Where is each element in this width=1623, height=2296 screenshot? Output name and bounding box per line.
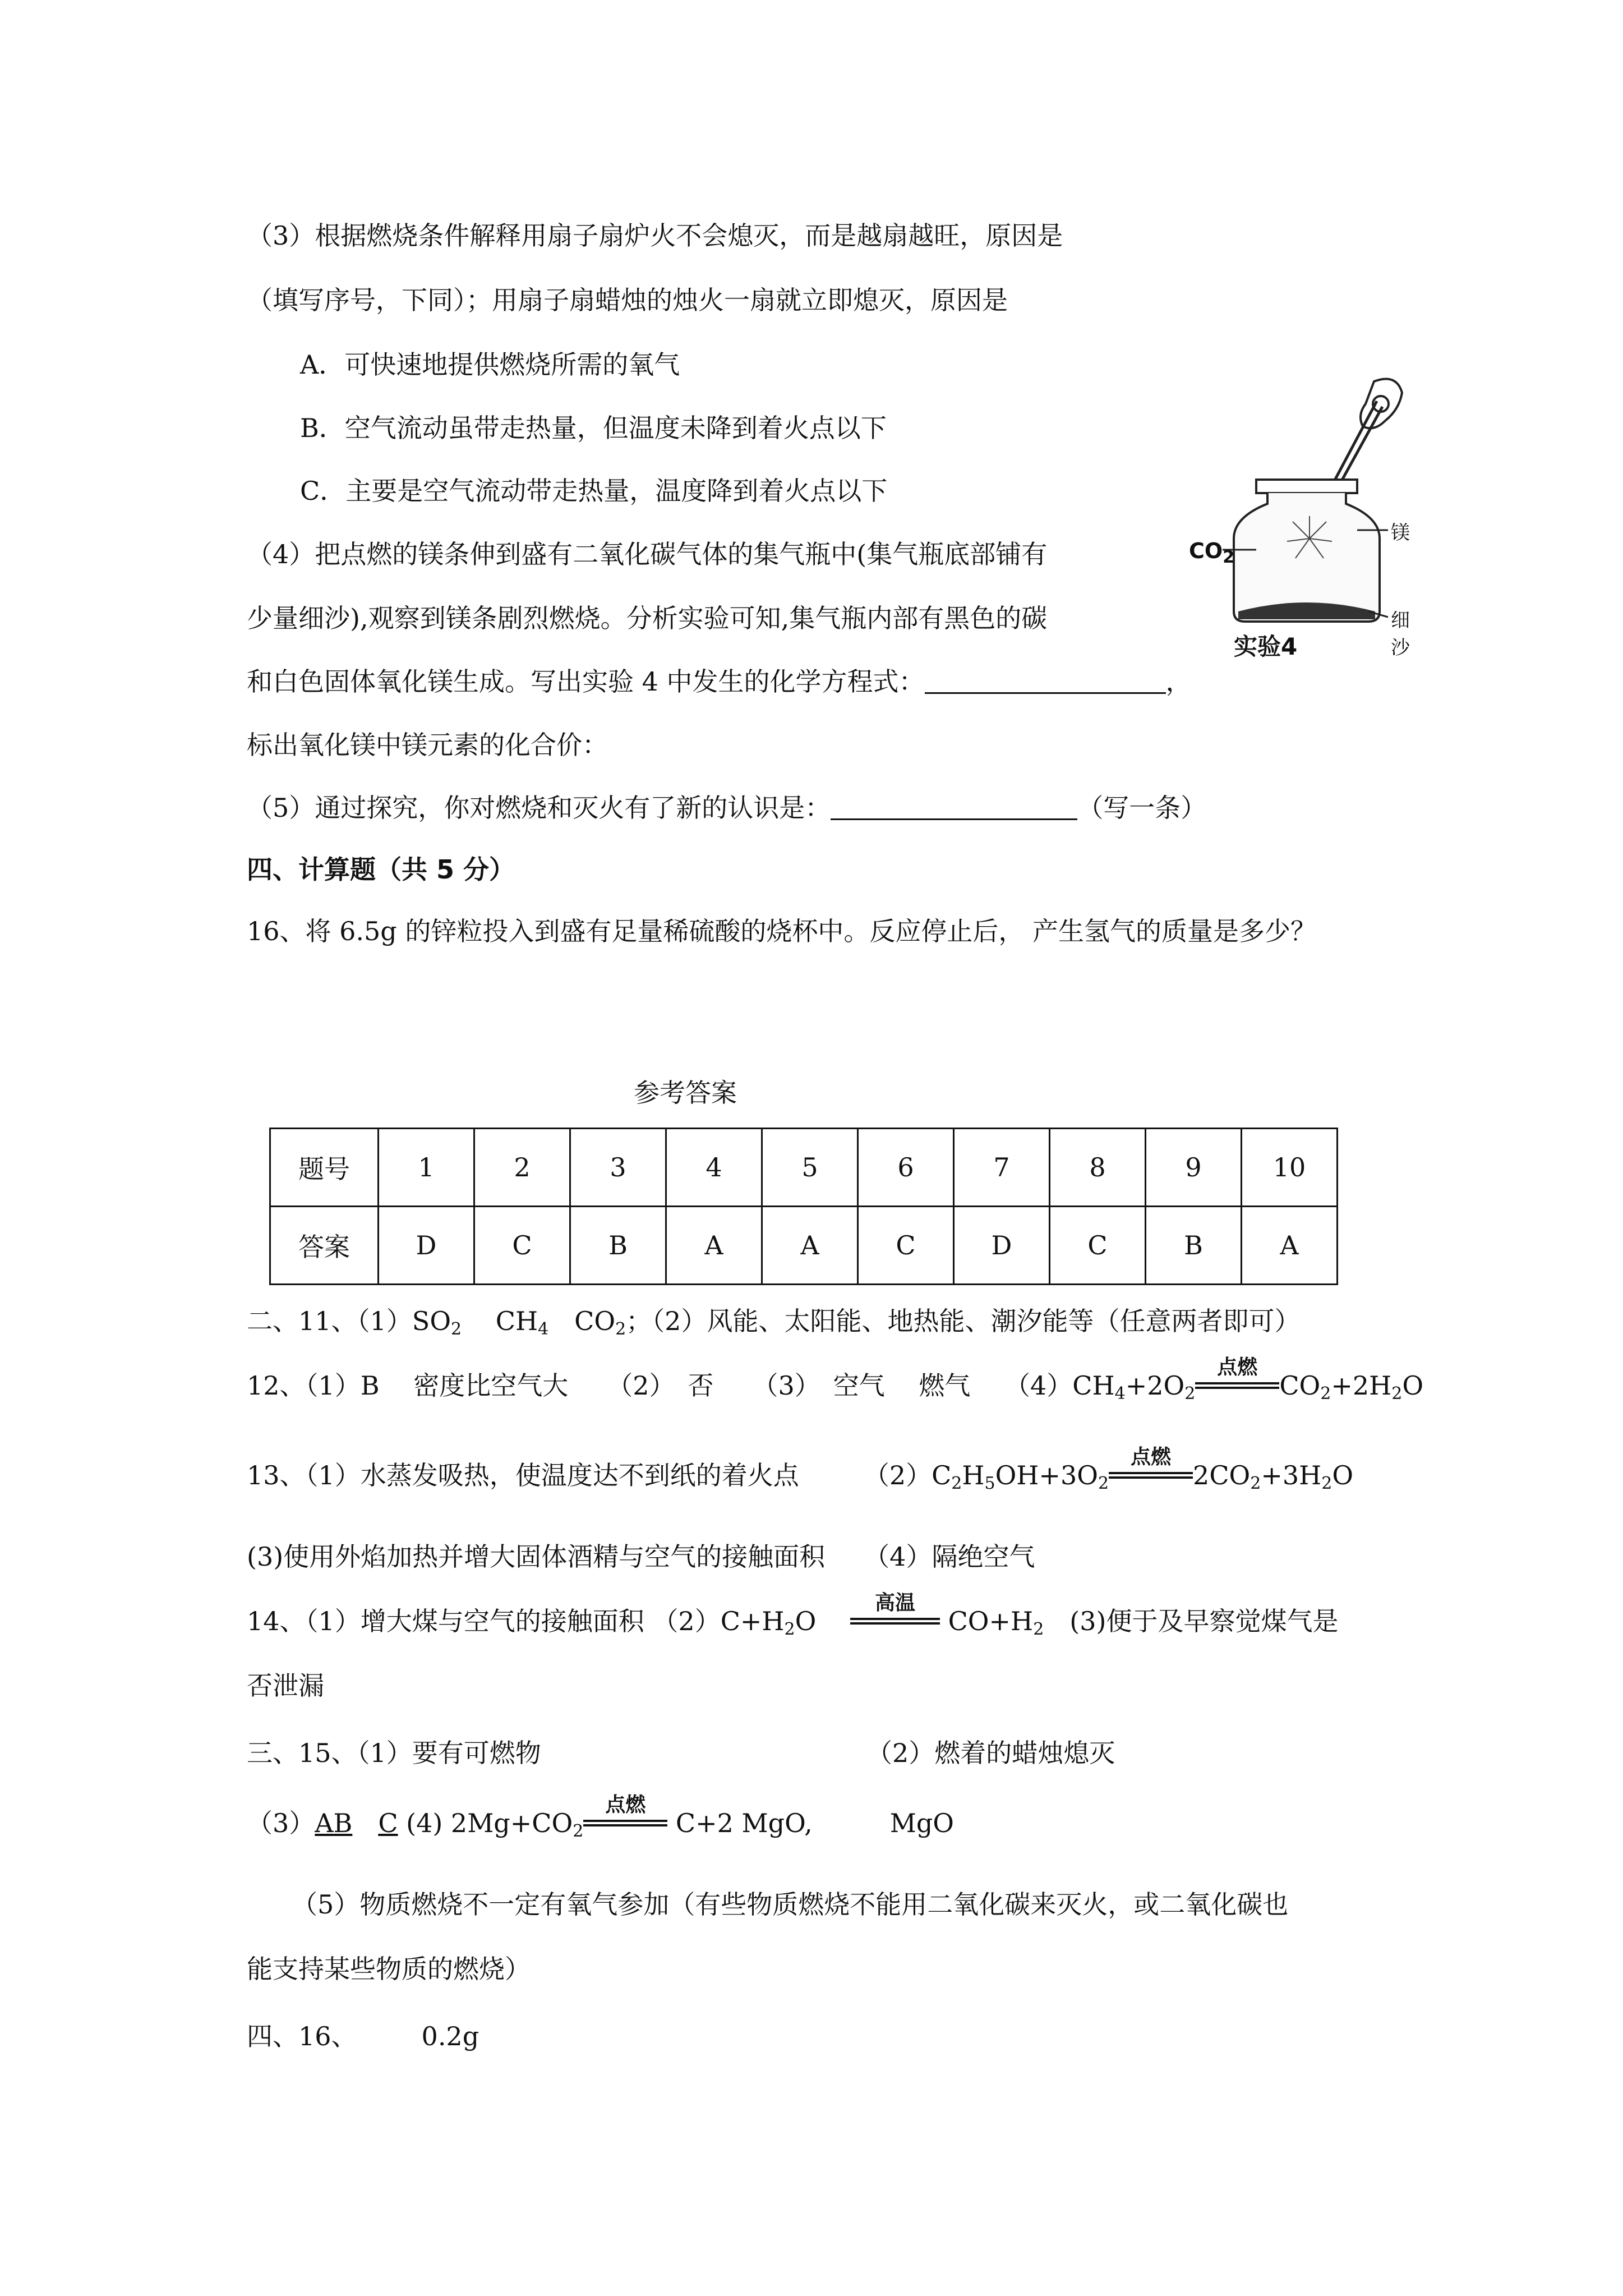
- experiment4-figure: [1172, 370, 1410, 660]
- table-cell: 5: [762, 1129, 858, 1207]
- q5-blank: [831, 792, 1077, 820]
- magnesium-label: 镁: [1391, 522, 1410, 544]
- table-cell: 1: [379, 1129, 474, 1207]
- answer-16: 四、16、 0.2g: [247, 2021, 479, 2051]
- q3-line1: （3）根据燃烧条件解释用扇子扇炉火不会熄灭，而是越扇越旺，原因是: [247, 220, 1063, 251]
- q4-line4: 标出氧化镁中镁元素的化合价：: [247, 730, 608, 760]
- table-cell: 9: [1146, 1129, 1242, 1207]
- table-cell: C: [858, 1207, 954, 1285]
- answer-13: 13、（1）水蒸发吸热，使温度达不到纸的着火点 $(2)C_2H_5OH+3O_2$ 点燃 $2CO_2+3H_2O$: [247, 1446, 1354, 1493]
- answer-15-part2: （2）燃着的蜡烛熄灭: [866, 1738, 1115, 1768]
- answer-12: 12、（1）B 密度比空气大 （2） 否 （3） 空气 燃气 $(4)CH_4+2O_2$ 点燃 $CO_2+2H_2O$: [247, 1356, 1424, 1404]
- table-row: [270, 1207, 1338, 1285]
- table-cell: A: [1242, 1207, 1338, 1285]
- table-cell: D: [954, 1207, 1050, 1285]
- table-cell: 6: [858, 1129, 954, 1207]
- answer-15-part5-line2: 能支持某些物质的燃烧）: [247, 1954, 531, 1984]
- table-cell: 10: [1242, 1129, 1338, 1207]
- answer-15-part1: 三、15、（1）要有可燃物: [247, 1738, 541, 1768]
- table-cell: 2: [474, 1129, 570, 1207]
- table-cell: D: [379, 1207, 474, 1285]
- q4-line2: 少量细沙),观察到镁条剧烈燃烧。分析实验可知,集气瓶内部有黑色的碳: [247, 603, 1048, 633]
- q5-hint: （写一条）: [1077, 793, 1207, 823]
- table-cell: A: [762, 1207, 858, 1285]
- table-cell: B: [1146, 1207, 1242, 1285]
- condition-ignite: 点燃: [1195, 1369, 1279, 1402]
- answer-11: 二、11、$(1)SO_2$ $CH_4$ $CO_2$；（2）风能、太阳能、地热能、潮汐能等（任意两者即可）: [247, 1306, 1301, 1339]
- table-cell: 8: [1050, 1129, 1146, 1207]
- condition-ignite: 点燃: [1109, 1458, 1193, 1492]
- q4-line1: （4）把点燃的镁条伸到盛有二氧化碳气体的集气瓶中(集气瓶底部铺有: [247, 539, 1048, 569]
- answers-title: 参考答案: [634, 1078, 737, 1108]
- answer-15-line2: （3）AB C (4) $2Mg+CO_2$ 点燃 C+2 MgO, MgO: [247, 1793, 954, 1841]
- answer-13-part3: (3)使用外焰加热并增大固体酒精与空气的接触面积 （4）隔绝空气: [247, 1542, 1035, 1572]
- q4-equation-prompt: 和白色固体氧化镁生成。写出实验 4 中发生的化学方程式：: [247, 666, 925, 697]
- co2-label: $CO_2$: [1189, 539, 1235, 567]
- q5-line: [247, 791, 1206, 825]
- gas-jar-diagram: [1172, 370, 1408, 639]
- table-header-answer: 答案: [270, 1207, 379, 1285]
- q3-line2: （填写序号，下同）；用扇子扇蜡烛的烛火一扇就立即熄灭，原因是: [247, 285, 1008, 315]
- answer-15-part5: （5）物质燃烧不一定有氧气参加（有些物质燃烧不能用二氧化碳来灭火，或二氧化碳也: [292, 1889, 1289, 1920]
- figure-caption: 实验4: [1234, 633, 1298, 660]
- answer-table: [269, 1128, 1338, 1285]
- table-row: [270, 1129, 1338, 1207]
- sand-label: 细沙: [1391, 609, 1410, 659]
- question-16: 16、将 6.5g 的锌粒投入到盛有足量稀硫酸的烧杯中。反应停止后， 产生氢气的质量是多少？: [247, 916, 1317, 946]
- q4-line3-end: ，: [1165, 666, 1192, 697]
- jar-lid: [1256, 480, 1357, 493]
- jar-body: [1234, 493, 1380, 622]
- table-cell: B: [570, 1207, 666, 1285]
- table-cell: A: [666, 1207, 762, 1285]
- answer-14: 14、（1）增大煤与空气的接触面积 $(2)C+H_2O$ 高温 $CO+H_2$ (3)便于及早察觉煤气是: [247, 1591, 1339, 1639]
- q3-option-a: A．可快速地提供燃烧所需的氧气: [300, 349, 680, 380]
- table-cell: C: [1050, 1207, 1146, 1285]
- q3-option-b: B．空气流动虽带走热量，但温度未降到着火点以下: [300, 413, 887, 443]
- table-cell: 4: [666, 1129, 762, 1207]
- q5-prompt: （5）通过探究，你对燃烧和灭火有了新的认识是：: [247, 793, 831, 823]
- answer-14-line2: 否泄漏: [247, 1671, 324, 1701]
- table-header-number: 题号: [270, 1129, 379, 1207]
- table-cell: C: [474, 1207, 570, 1285]
- q3-option-c: C．主要是空气流动带走热量，温度降到着火点以下: [300, 476, 888, 506]
- table-cell: 3: [570, 1129, 666, 1207]
- q4-equation-blank: [925, 665, 1166, 694]
- condition-high-temp: 高温: [850, 1604, 940, 1638]
- condition-ignite: 点燃: [583, 1806, 667, 1840]
- section4-title: 四、计算题（共 5 分）: [247, 854, 515, 885]
- table-cell: 7: [954, 1129, 1050, 1207]
- q4-line3: [247, 665, 1192, 698]
